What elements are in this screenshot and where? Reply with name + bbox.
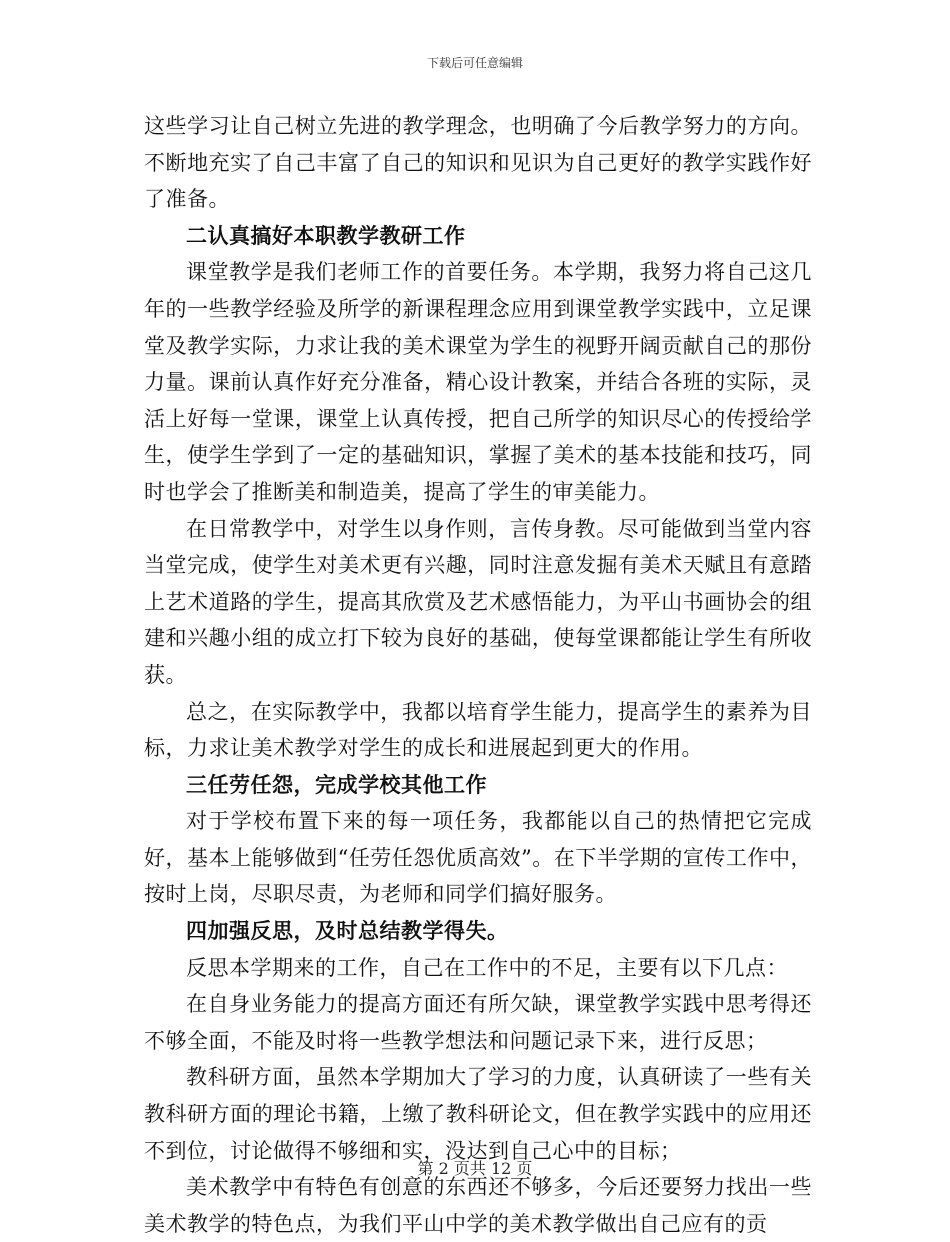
page-header-note: 下载后可任意编辑 (426, 56, 523, 70)
paragraph-reflection-2: 教科研方面，虽然本学期加大了学习的力度，认真研读了一些有关教科研方面的理论书籍，上缴了教科研论文，但在教学实践中的应用还不到位，讨论做得不够细和实，没达到自己心中的目标； (144, 1065, 812, 1163)
paragraph-reflection-3: 美术教学中有特色有创意的东西还不够多，今后还要努力找出一些美术教学的特色点，为我们平山中学的美术教学做出自己应有的贡 (144, 1175, 812, 1236)
paragraph-continued: 这些学习让自己树立先进的教学理念，也明确了今后教学努力的方向。不断地充实了自己丰富了自己的知识和见识为自己更好的教学实践作好了准备。 (144, 114, 812, 212)
paragraph-summary: 总之，在实际教学中，我都以培育学生能力，提高学生的素养为目标，力求让美术教学对学生的成长和进展起到更大的作用。 (144, 699, 812, 761)
section-heading-4: 四加强反思，及时总结教学得失。 (186, 918, 509, 944)
paragraph-reflection-1: 在自身业务能力的提高方面还有所欠缺，课堂教学实践中思考得还不够全面，不能及时将一些教学想法和问题记录下来，进行反思； (144, 992, 812, 1053)
section-heading-3: 三任劳任怨，完成学校其他工作 (186, 771, 487, 797)
paragraph-reflection-intro: 反思本学期来的工作，自己在工作中的不足，主要有以下几点： (186, 955, 788, 980)
paragraph-daily-teaching: 在日常教学中，对学生以身作则，言传身教。尽可能做到当堂内容当堂完成，使学生对美术更有兴趣，同时注意发掘有美术天赋且有意踏上艺术道路的学生，提高其欣赏及艺术感悟能力，为平山书画协会的组建和兴趣小组的成立打下较为良好的基础，使每堂课都能让学生有所收获。 (144, 516, 812, 687)
section-heading-2: 二认真搞好本职教学教研工作 (186, 222, 466, 248)
paragraph-classroom-teaching: 课堂教学是我们老师工作的首要任务。本学期，我努力将自己这几年的一些教学经验及所学的新课程理念应用到课堂教学实践中，立足课堂及教学实际，力求让我的美术课堂为学生的视野开阔贡献自己的那份力量。课前认真作好充分准备，精心设计教案，并结合各班的实际，灵活上好每一堂课，课堂上认真传授，把自己所学的知识尽心的传授给学生，使学生学到了一定的基础知识，掌握了美术的基本技能和技巧，同时也学会了推断美和制造美，提高了学生的审美能力。 (144, 260, 812, 504)
document-body (144, 108, 812, 1242)
page-number-footer: 第 2 页共 12 页 (417, 1159, 533, 1178)
paragraph-school-tasks: 对于学校布置下来的每一项任务，我都能以自己的热情把它完成好，基本上能够做到“任劳任怨优质高效”。在下半学期的宣传工作中，按时上岗，尽职尽责，为老师和同学们搞好服务。 (144, 809, 812, 907)
